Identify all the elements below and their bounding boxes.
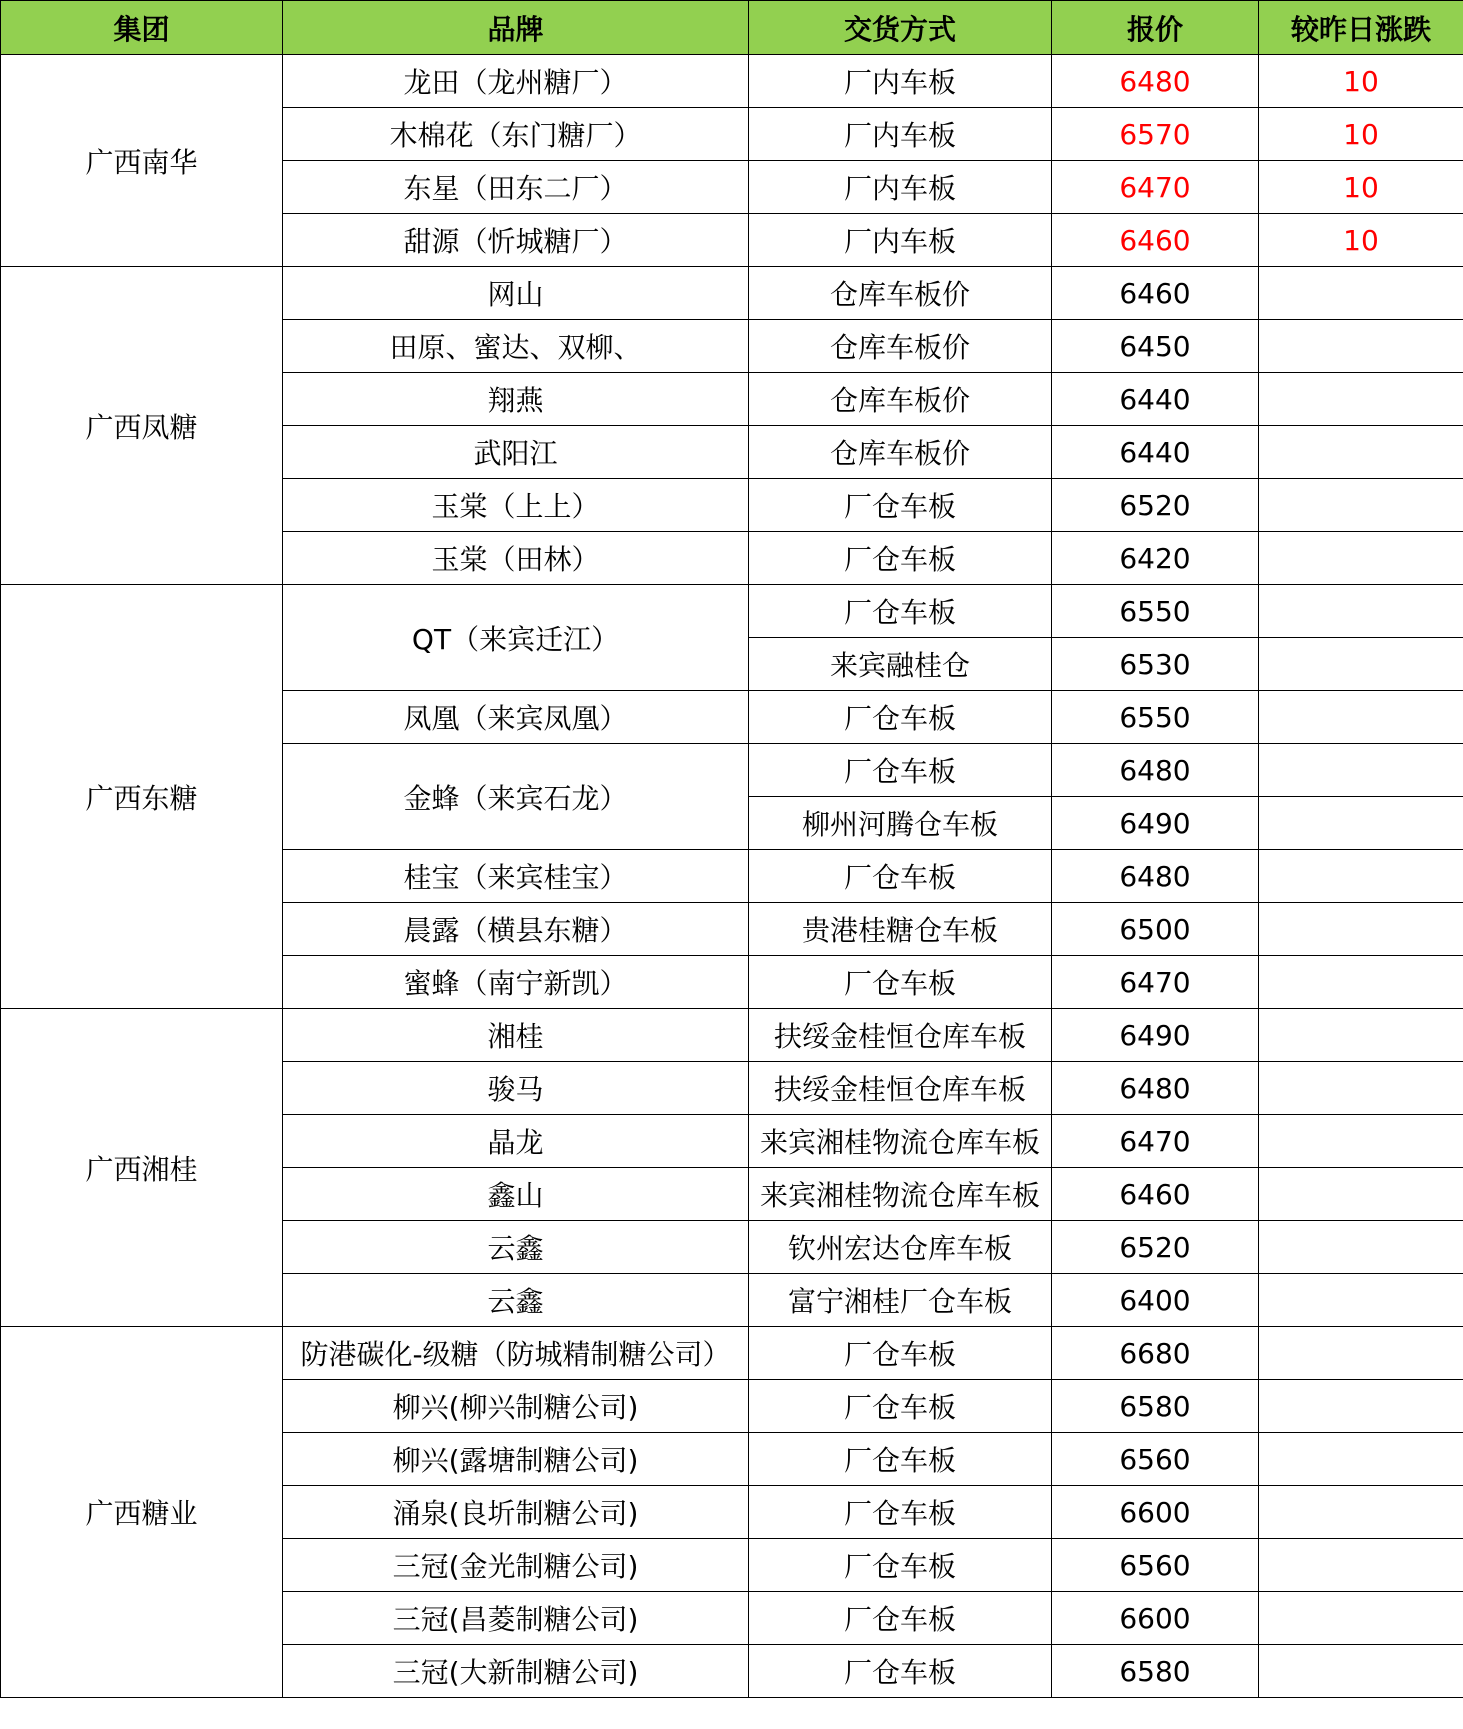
delivery-cell: 厂内车板 bbox=[749, 108, 1052, 161]
delivery-cell: 来宾湘桂物流仓库车板 bbox=[749, 1115, 1052, 1168]
change-cell bbox=[1259, 267, 1463, 320]
brand-cell: 甜源（忻城糖厂） bbox=[283, 214, 749, 267]
group-cell: 广西糖业 bbox=[1, 1327, 283, 1698]
brand-cell: 防港碳化-级糖（防城精制糖公司） bbox=[283, 1327, 749, 1380]
delivery-cell: 厂仓车板 bbox=[749, 1433, 1052, 1486]
delivery-cell: 厂仓车板 bbox=[749, 1592, 1052, 1645]
change-cell bbox=[1259, 797, 1463, 850]
price-cell: 6680 bbox=[1052, 1327, 1259, 1380]
delivery-cell: 来宾融桂仓 bbox=[749, 638, 1052, 691]
price-cell: 6470 bbox=[1052, 956, 1259, 1009]
change-cell: 10 bbox=[1259, 161, 1463, 214]
change-cell bbox=[1259, 903, 1463, 956]
price-cell: 6400 bbox=[1052, 1274, 1259, 1327]
price-cell: 6460 bbox=[1052, 267, 1259, 320]
price-cell: 6470 bbox=[1052, 1115, 1259, 1168]
group-cell: 广西东糖 bbox=[1, 585, 283, 1009]
brand-cell: 云鑫 bbox=[283, 1274, 749, 1327]
price-cell: 6480 bbox=[1052, 1062, 1259, 1115]
price-cell: 6500 bbox=[1052, 903, 1259, 956]
change-cell bbox=[1259, 1168, 1463, 1221]
price-cell: 6480 bbox=[1052, 744, 1259, 797]
price-cell: 6580 bbox=[1052, 1380, 1259, 1433]
price-cell: 6570 bbox=[1052, 108, 1259, 161]
delivery-cell: 厂仓车板 bbox=[749, 585, 1052, 638]
delivery-cell: 来宾湘桂物流仓库车板 bbox=[749, 1168, 1052, 1221]
change-cell bbox=[1259, 691, 1463, 744]
change-cell bbox=[1259, 479, 1463, 532]
brand-cell: 云鑫 bbox=[283, 1221, 749, 1274]
delivery-cell: 厂仓车板 bbox=[749, 1645, 1052, 1698]
brand-cell: 龙田（龙州糖厂） bbox=[283, 55, 749, 108]
delivery-cell: 厂仓车板 bbox=[749, 744, 1052, 797]
price-cell: 6450 bbox=[1052, 320, 1259, 373]
brand-cell: 桂宝（来宾桂宝） bbox=[283, 850, 749, 903]
table-row bbox=[1, 585, 1463, 638]
change-cell bbox=[1259, 1433, 1463, 1486]
price-cell: 6480 bbox=[1052, 850, 1259, 903]
change-cell bbox=[1259, 373, 1463, 426]
change-cell bbox=[1259, 320, 1463, 373]
table-row bbox=[1, 267, 1463, 320]
group-cell: 广西湘桂 bbox=[1, 1009, 283, 1327]
change-cell bbox=[1259, 1221, 1463, 1274]
change-cell bbox=[1259, 956, 1463, 1009]
brand-cell: 涌泉(良圻制糖公司) bbox=[283, 1486, 749, 1539]
brand-cell: 玉棠（田林） bbox=[283, 532, 749, 585]
table-row bbox=[1, 1009, 1463, 1062]
delivery-cell: 厂仓车板 bbox=[749, 1486, 1052, 1539]
brand-cell: 骏马 bbox=[283, 1062, 749, 1115]
group-cell: 广西南华 bbox=[1, 55, 283, 267]
delivery-cell: 扶绥金桂恒仓库车板 bbox=[749, 1009, 1052, 1062]
price-cell: 6440 bbox=[1052, 373, 1259, 426]
delivery-cell: 扶绥金桂恒仓库车板 bbox=[749, 1062, 1052, 1115]
brand-cell: 三冠(大新制糖公司) bbox=[283, 1645, 749, 1698]
brand-cell: 金蜂（来宾石龙） bbox=[283, 744, 749, 850]
change-cell bbox=[1259, 1539, 1463, 1592]
delivery-cell: 厂仓车板 bbox=[749, 1380, 1052, 1433]
price-cell: 6520 bbox=[1052, 479, 1259, 532]
brand-cell: 晶龙 bbox=[283, 1115, 749, 1168]
header-group: 集团 bbox=[1, 1, 283, 55]
change-cell bbox=[1259, 850, 1463, 903]
header-price: 报价 bbox=[1052, 1, 1259, 55]
change-cell bbox=[1259, 1645, 1463, 1698]
brand-cell: QT（来宾迁江） bbox=[283, 585, 749, 691]
brand-cell: 网山 bbox=[283, 267, 749, 320]
delivery-cell: 厂仓车板 bbox=[749, 956, 1052, 1009]
delivery-cell: 贵港桂糖仓车板 bbox=[749, 903, 1052, 956]
brand-cell: 鑫山 bbox=[283, 1168, 749, 1221]
delivery-cell: 厂仓车板 bbox=[749, 532, 1052, 585]
change-cell bbox=[1259, 744, 1463, 797]
price-cell: 6560 bbox=[1052, 1539, 1259, 1592]
price-cell: 6420 bbox=[1052, 532, 1259, 585]
header-delivery: 交货方式 bbox=[749, 1, 1052, 55]
change-cell: 10 bbox=[1259, 55, 1463, 108]
brand-cell: 木棉花（东门糖厂） bbox=[283, 108, 749, 161]
brand-cell: 翔燕 bbox=[283, 373, 749, 426]
delivery-cell: 厂仓车板 bbox=[749, 691, 1052, 744]
change-cell bbox=[1259, 1274, 1463, 1327]
delivery-cell: 仓库车板价 bbox=[749, 373, 1052, 426]
change-cell bbox=[1259, 585, 1463, 638]
table-body bbox=[1, 55, 1463, 1698]
brand-cell: 东星（田东二厂） bbox=[283, 161, 749, 214]
price-cell: 6460 bbox=[1052, 1168, 1259, 1221]
header-change: 较昨日涨跌 bbox=[1259, 1, 1463, 55]
price-cell: 6470 bbox=[1052, 161, 1259, 214]
price-cell: 6490 bbox=[1052, 797, 1259, 850]
brand-cell: 柳兴(露塘制糖公司) bbox=[283, 1433, 749, 1486]
brand-cell: 武阳江 bbox=[283, 426, 749, 479]
brand-cell: 湘桂 bbox=[283, 1009, 749, 1062]
brand-cell: 三冠(昌菱制糖公司) bbox=[283, 1592, 749, 1645]
change-cell bbox=[1259, 1327, 1463, 1380]
brand-cell: 晨露（横县东糖） bbox=[283, 903, 749, 956]
delivery-cell: 仓库车板价 bbox=[749, 320, 1052, 373]
delivery-cell: 仓库车板价 bbox=[749, 267, 1052, 320]
price-cell: 6580 bbox=[1052, 1645, 1259, 1698]
change-cell bbox=[1259, 1009, 1463, 1062]
price-cell: 6460 bbox=[1052, 214, 1259, 267]
brand-cell: 三冠(金光制糖公司) bbox=[283, 1539, 749, 1592]
change-cell: 10 bbox=[1259, 214, 1463, 267]
change-cell bbox=[1259, 426, 1463, 479]
change-cell bbox=[1259, 1115, 1463, 1168]
price-cell: 6530 bbox=[1052, 638, 1259, 691]
brand-cell: 蜜蜂（南宁新凯） bbox=[283, 956, 749, 1009]
delivery-cell: 厂内车板 bbox=[749, 214, 1052, 267]
change-cell: 10 bbox=[1259, 108, 1463, 161]
delivery-cell: 厂仓车板 bbox=[749, 1327, 1052, 1380]
group-cell: 广西凤糖 bbox=[1, 267, 283, 585]
price-cell: 6480 bbox=[1052, 55, 1259, 108]
brand-cell: 凤凰（来宾凤凰） bbox=[283, 691, 749, 744]
change-cell bbox=[1259, 1062, 1463, 1115]
delivery-cell: 仓库车板价 bbox=[749, 426, 1052, 479]
table-row bbox=[1, 1327, 1463, 1380]
change-cell bbox=[1259, 1592, 1463, 1645]
change-cell bbox=[1259, 638, 1463, 691]
price-cell: 6550 bbox=[1052, 691, 1259, 744]
delivery-cell: 柳州河腾仓车板 bbox=[749, 797, 1052, 850]
delivery-cell: 富宁湘桂厂仓车板 bbox=[749, 1274, 1052, 1327]
price-cell: 6490 bbox=[1052, 1009, 1259, 1062]
delivery-cell: 钦州宏达仓库车板 bbox=[749, 1221, 1052, 1274]
change-cell bbox=[1259, 1380, 1463, 1433]
delivery-cell: 厂仓车板 bbox=[749, 479, 1052, 532]
brand-cell: 田原、蜜达、双柳、 bbox=[283, 320, 749, 373]
delivery-cell: 厂内车板 bbox=[749, 55, 1052, 108]
change-cell bbox=[1259, 532, 1463, 585]
brand-cell: 玉棠（上上） bbox=[283, 479, 749, 532]
price-cell: 6520 bbox=[1052, 1221, 1259, 1274]
header-brand: 品牌 bbox=[283, 1, 749, 55]
table-row bbox=[1, 55, 1463, 108]
table-header-row bbox=[1, 1, 1463, 55]
price-cell: 6550 bbox=[1052, 585, 1259, 638]
delivery-cell: 厂内车板 bbox=[749, 161, 1052, 214]
price-cell: 6600 bbox=[1052, 1592, 1259, 1645]
price-cell: 6600 bbox=[1052, 1486, 1259, 1539]
price-cell: 6560 bbox=[1052, 1433, 1259, 1486]
change-cell bbox=[1259, 1486, 1463, 1539]
delivery-cell: 厂仓车板 bbox=[749, 850, 1052, 903]
price-cell: 6440 bbox=[1052, 426, 1259, 479]
brand-cell: 柳兴(柳兴制糖公司) bbox=[283, 1380, 749, 1433]
delivery-cell: 厂仓车板 bbox=[749, 1539, 1052, 1592]
